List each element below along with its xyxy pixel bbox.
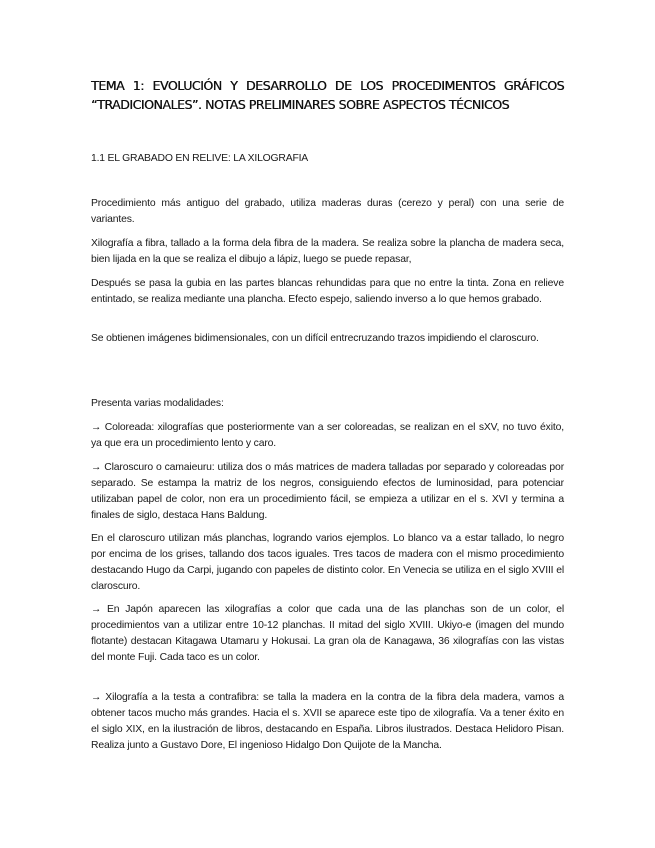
paragraph-imagenes: Se obtienen imágenes bidimensionales, con un difícil entrecruzando trazos impidiendo el claroscuro.: [91, 333, 539, 344]
paragraph-japon: → En Japón aparecen las xilografías a color que cada una de las planchas son de un color, el procedimientos van a utilizar entre 10-12 planchas. II mitad del siglo XVIII. Ukiyo-e (imagen del mundo flotante) destacan Kitagawa Utamaru y Hokusai. La gran ola de Kanagawa, 36 xilografías con las vistas del monte Fuji. Cada taco es un color.: [91, 604, 564, 663]
paragraph-claroscuro-planchas: En el claroscuro utilizan más planchas, logrando varios ejemplos. Lo blanco va a estar tallado, lo negro por encima de los grises, tallando dos tacos iguales. Tres tacos de madera con el mismo procedimiento destacando Hugo da Carpi, jugando con papeles de distinto color. En Venecia se utiliza en el siglo XVIII el claroscuro.: [91, 533, 564, 592]
paragraph-xilografia-fibra: Xilografía a fibra, tallado a la forma dela fibra de la madera. Se realiza sobre la plancha de madera seca, bien lijada en la que se realiza el dibujo a lápiz, luego se puede repasar,: [91, 238, 564, 265]
paragraph-coloreada: → Coloreada: xilografías que posteriormente van a ser coloreadas, se realizan en el sXV, no tuvo éxito, ya que era un procedimiento lento y caro.: [91, 422, 564, 449]
paragraph-intro: Procedimiento más antiguo del grabado, utiliza maderas duras (cerezo y peral) con una serie de variantes.: [91, 198, 564, 225]
page-content: [91, 76, 564, 751]
paragraph-gubia: Después se pasa la gubia en las partes blancas rehundidas para que no entre la tinta. Zona en relieve entintado, se realiza mediante una plancha. Efecto espejo, saliendo inverso a lo que hemos grabado.: [91, 278, 564, 305]
title-line-1: TEMA 1: EVOLUCIÓN Y DESARROLLO DE LOS PROCEDIMENTOS GRÁFICOS: [91, 78, 564, 93]
document-title: [91, 76, 564, 114]
paragraph-modalidades: Presenta varias modalidades:: [91, 398, 224, 409]
section-heading: 1.1 EL GRABADO EN RELIVE: LA XILOGRAFIA: [91, 153, 309, 164]
paragraph-contrafibra: → Xilografía a la testa a contrafibra: se talla la madera en la contra de la fibra dela madera, vamos a obtener tacos mucho más grandes. Hacia el s. XVII se aparece este tipo de xilografía. Va a tener éxito en el siglo XIX, en la ilustración de libros, destacando en España. Libros ilustrados. Destaca Helidoro Pisan. Realiza junto a Gustavo Dore, El ingenioso Hidalgo Don Quijote de la Mancha.: [91, 692, 564, 751]
paragraph-claroscuro: → Claroscuro o camaieuru: utiliza dos o más matrices de madera talladas por separado y coloreadas por separado. Se estampa la matriz de los negros, consiguiendo efectos de luminosidad, para potenciar utilizaban papel de color, non era un procedimiento fácil, se empieza a utilizar en el s. XVI y termina a finales de siglo, destaca Hans Baldung.: [91, 462, 564, 521]
title-line-2: “TRADICIONALES”. NOTAS PRELIMINARES SOBRE ASPECTOS TÉCNICOS: [91, 97, 510, 112]
